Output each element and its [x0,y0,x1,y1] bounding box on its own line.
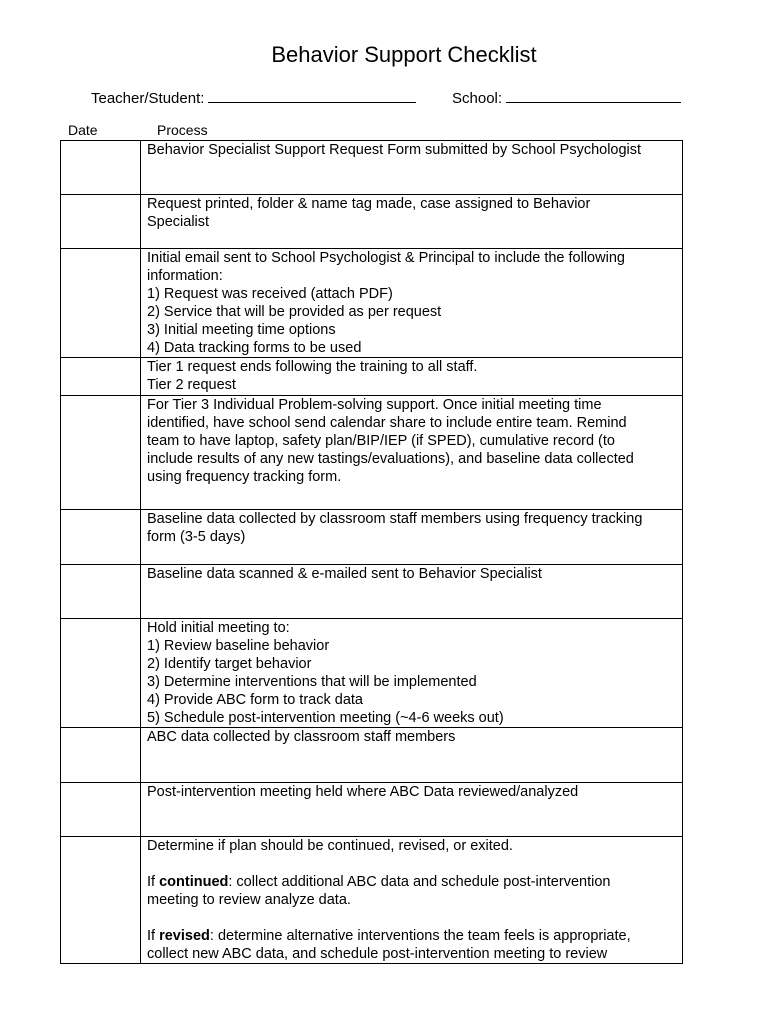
checklist-row [61,195,683,249]
process-cell [141,141,683,195]
date-cell[interactable] [61,195,141,249]
checklist-row [61,728,683,783]
process-text-line: Tier 2 request [147,377,236,393]
teacher-student-label: Teacher/Student: [91,90,205,107]
process-text-line: Post-intervention meeting held where ABC Data reviewed/analyzed [147,784,579,800]
process-text-line: ABC data collected by classroom staff members [147,729,456,745]
school-label: School: [452,90,503,107]
revised-option-line [147,927,678,945]
date-cell[interactable] [61,396,141,510]
process-cell [141,396,683,510]
process-text-line: Baseline data collected by classroom staff members using frequency tracking [147,511,643,527]
revised-rest: : determine alternative interventions the team feels is appropriate, [209,928,631,944]
process-text-line: 1) Review baseline behavior [147,638,330,654]
process-text-line: team to have laptop, safety plan/BIP/IEP (if SPED), cumulative record (to [147,433,615,449]
process-cell [141,565,683,619]
checklist-row [61,249,683,358]
process-text-line: 1) Request was received (attach PDF) [147,286,393,302]
continued-rest: : collect additional ABC data and schedule post-intervention [228,874,611,890]
school-blank-line[interactable] [506,86,681,103]
page-title: Behavior Support Checklist [271,42,537,67]
date-column-header: Date [68,122,98,138]
process-text-line: Determine if plan should be continued, revised, or exited. [147,838,513,854]
process-cell [141,728,683,783]
process-text-line: Baseline data scanned & e-mailed sent to Behavior Specialist [147,566,542,582]
continued-keyword: continued [159,874,229,890]
process-cell [141,358,683,396]
teacher-student-field[interactable] [91,86,416,109]
process-text-line: Hold initial meeting to: [147,620,290,636]
date-cell[interactable] [61,619,141,728]
continued-option-line-2: meeting to review analyze data. [147,892,351,908]
date-cell[interactable] [61,249,141,358]
process-text-line: Behavior Specialist Support Request Form submitted by School Psychologist [147,142,642,158]
process-text-line: Initial email sent to School Psychologist & Principal to include the following [147,250,625,266]
checklist-row [61,141,683,195]
checklist-row [61,783,683,837]
checklist-row [61,358,683,396]
checklist-row [61,565,683,619]
process-text-line: 2) Identify target behavior [147,656,312,672]
revised-option-line-2: collect new ABC data, and schedule post-intervention meeting to review [147,946,608,962]
date-cell[interactable] [61,728,141,783]
continued-option-line [147,873,678,891]
date-cell[interactable] [61,510,141,565]
process-text-line: 2) Service that will be provided as per request [147,304,442,320]
process-cell [141,249,683,358]
date-cell[interactable] [61,141,141,195]
line-gap [147,855,678,873]
checklist-row [61,619,683,728]
checklist-row [61,396,683,510]
process-cell [141,783,683,837]
process-text-line: 5) Schedule post-intervention meeting (~4-6 weeks out) [147,710,504,726]
process-cell [141,195,683,249]
continued-prefix: If [147,874,160,890]
date-cell[interactable] [61,565,141,619]
process-text-line: 4) Provide ABC form to track data [147,692,363,708]
process-text-line: identified, have school send calendar share to include entire team. Remind [147,415,627,431]
process-text-line: Request printed, folder & name tag made, case assigned to Behavior [147,196,591,212]
checklist-row [61,837,683,964]
date-cell[interactable] [61,783,141,837]
process-text-line: information: [147,268,223,284]
date-cell[interactable] [61,358,141,396]
process-text-line: form (3-5 days) [147,529,246,545]
revised-keyword: revised [159,928,210,944]
line-gap [147,909,678,927]
checklist-row [61,510,683,565]
revised-prefix: If [147,928,160,944]
process-text-line: For Tier 3 Individual Problem-solving support. Once initial meeting time [147,397,602,413]
process-text-line: 3) Initial meeting time options [147,322,336,338]
process-text-line: using frequency tracking form. [147,469,342,485]
teacher-student-blank-line[interactable] [208,86,416,103]
checklist-table [60,140,683,964]
process-text-line: 3) Determine interventions that will be implemented [147,674,477,690]
process-cell [141,619,683,728]
process-text-line: Tier 1 request ends following the training to all staff. [147,359,478,375]
process-column-header: Process [157,122,208,138]
process-text-line: Specialist [147,214,210,230]
date-cell[interactable] [61,837,141,964]
process-cell [141,837,683,964]
school-field[interactable] [452,86,681,109]
process-text-line: 4) Data tracking forms to be used [147,340,362,356]
process-cell [141,510,683,565]
process-text-line: include results of any new tastings/evaluations), and baseline data collected [147,451,634,467]
